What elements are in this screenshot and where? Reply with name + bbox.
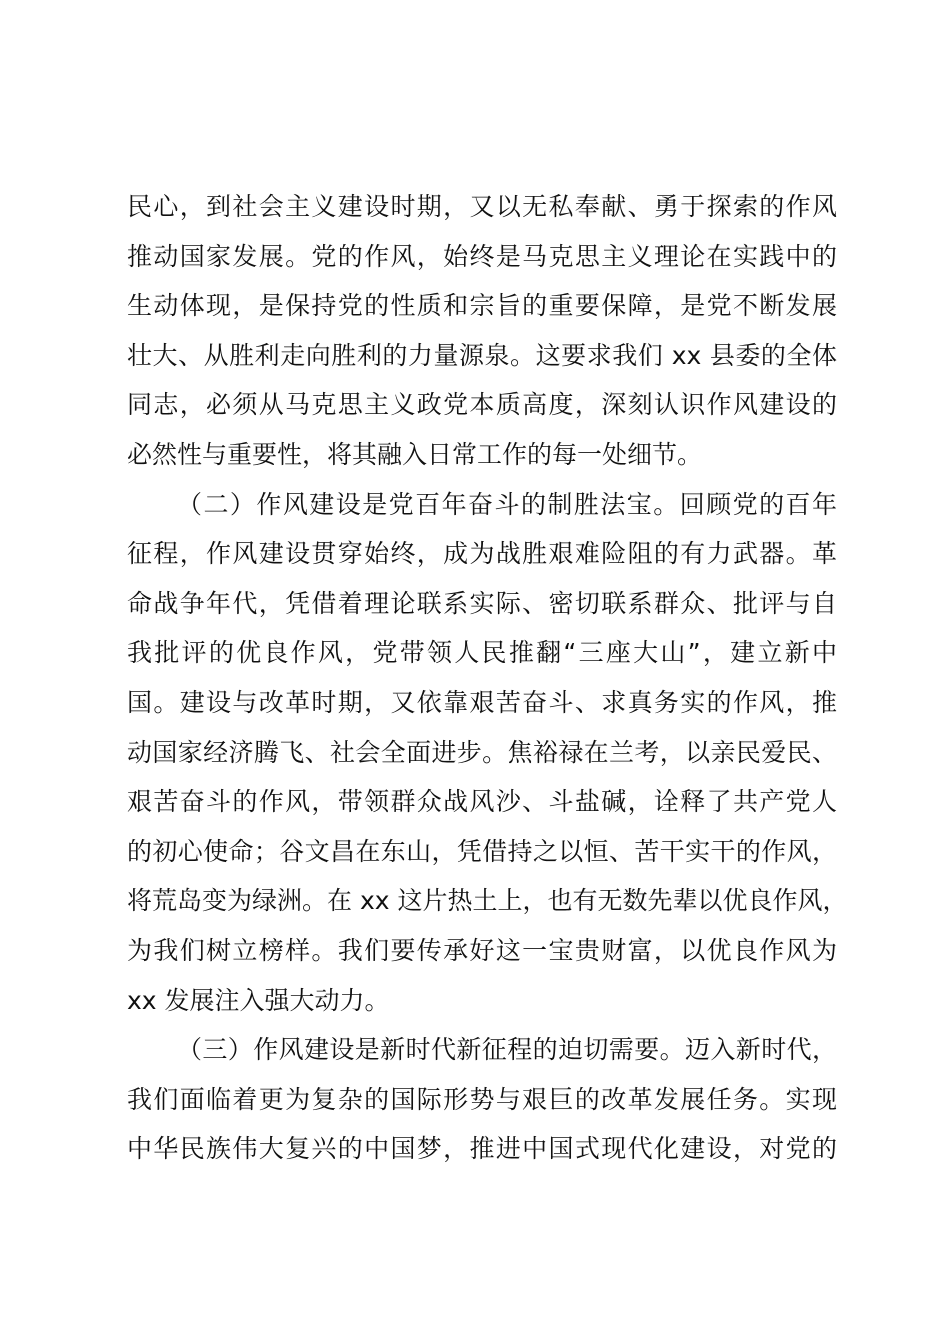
text-line: 命战争年代，凭借着理论联系实际、密切联系群众、批评与自 — [127, 588, 837, 618]
body-text — [127, 182, 848, 1174]
text-line: 壮大、从胜利走向胜利的力量源泉。这要求我们 xx 县委的全体 — [127, 340, 837, 370]
text-line: 我批评的优良作风，党带领人民推翻“三座大山”，建立新中 — [127, 638, 837, 668]
text-line: 生动体现，是保持党的性质和宗旨的重要保障，是党不断发展 — [127, 291, 837, 321]
text-line: 动国家经济腾飞、社会全面进步。焦裕禄在兰考，以亲民爱民、 — [127, 737, 837, 767]
text-line: 为我们树立榜样。我们要传承好这一宝贵财富，以优良作风为 — [127, 935, 837, 965]
text-line: xx 发展注入强大动力。 — [127, 985, 390, 1015]
text-line: 中华民族伟大复兴的中国梦，推进中国式现代化建设，对党的 — [127, 1134, 837, 1164]
text-line: 将荒岛变为绿洲。在 xx 这片热土上，也有无数先辈以优良作风， — [127, 886, 848, 916]
paragraph-heading-line: （二）作风建设是党百年奋斗的制胜法宝。回顾党的百年 — [177, 489, 837, 519]
text-line: 的初心使命；谷文昌在东山，凭借持之以恒、苦干实干的作风， — [127, 836, 837, 866]
text-line: 必然性与重要性，将其融入日常工作的每一处细节。 — [127, 439, 703, 469]
text-line: 推动国家发展。党的作风，始终是马克思主义理论在实践中的 — [127, 241, 837, 271]
text-line: 艰苦奋斗的作风，带领群众战风沙、斗盐碱，诠释了共产党人 — [127, 787, 837, 817]
paragraph-heading-line: （三）作风建设是新时代新征程的迫切需要。迈入新时代， — [177, 1035, 837, 1065]
text-line: 同志，必须从马克思主义政党本质高度，深刻认识作风建设的 — [127, 390, 837, 420]
text-line: 国。建设与改革时期，又依靠艰苦奋斗、求真务实的作风，推 — [127, 687, 837, 717]
text-line: 我们面临着更为复杂的国际形势与艰巨的改革发展任务。实现 — [127, 1084, 837, 1114]
text-line: 征程，作风建设贯穿始终，成为战胜艰难险阻的有力武器。革 — [127, 539, 837, 569]
text-line: 民心，到社会主义建设时期，又以无私奉献、勇于探索的作风 — [127, 192, 837, 221]
